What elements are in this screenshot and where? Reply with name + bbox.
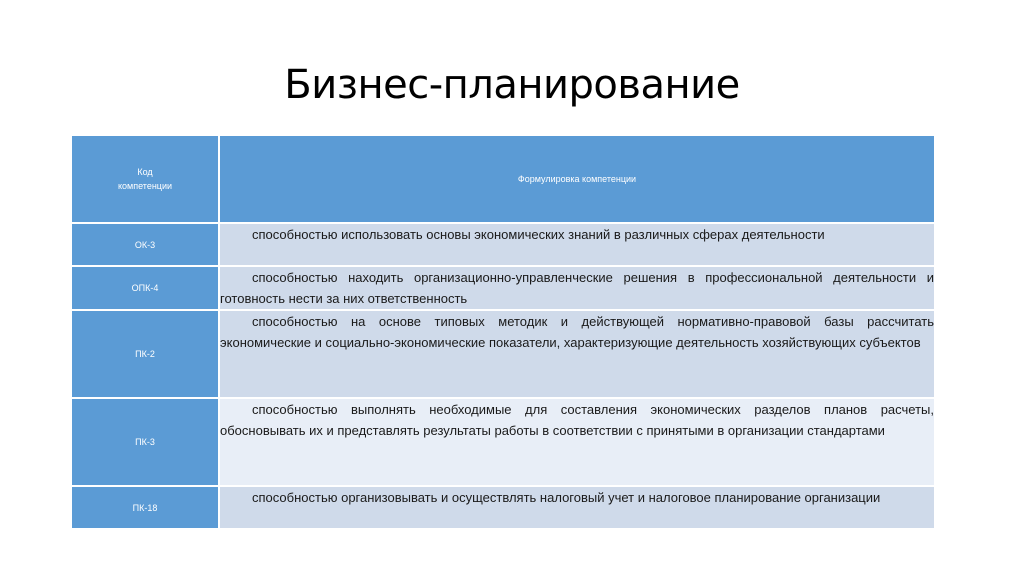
competence-code: ПК-3 xyxy=(71,398,219,486)
header-code xyxy=(71,135,219,223)
competence-code: ОПК-4 xyxy=(71,266,219,310)
table-row xyxy=(71,486,935,529)
table-header-row xyxy=(71,135,935,223)
slide-title: Бизнес-планирование xyxy=(284,62,740,108)
header-code-label: Код компетенции xyxy=(117,167,173,191)
competence-code: ПК-2 xyxy=(71,310,219,398)
competence-table xyxy=(70,134,936,530)
table-row xyxy=(71,223,935,266)
competence-text xyxy=(219,223,935,266)
competence-text-content: способностью на основе типовых методик и действующей нормативно-правовой базы рассчитать экономические и социально-экономические показатели, характеризующие деятельность хозяйствующих субъектов xyxy=(220,314,934,350)
table-row xyxy=(71,310,935,398)
competence-text xyxy=(219,398,935,486)
competence-text xyxy=(219,310,935,398)
competence-text-content: способностью выполнять необходимые для составления экономических разделов планов расчеты, обосновывать их и представлять результаты работы в соответствии с принятыми в организации стандартами xyxy=(220,402,934,438)
competence-text xyxy=(219,486,935,529)
table-row xyxy=(71,266,935,310)
table-row xyxy=(71,398,935,486)
competence-code: ОК-3 xyxy=(71,223,219,266)
header-text: Формулировка компетенции xyxy=(219,135,935,223)
competence-code: ПК-18 xyxy=(71,486,219,529)
competence-text-content: способностью находить организационно-управленческие решения в профессиональной деятельности и готовность нести за них ответственность xyxy=(220,270,934,306)
competence-text-content: способностью организовывать и осуществлять налоговый учет и налоговое планирование организации xyxy=(252,490,881,505)
competence-text-content: способностью использовать основы экономических знаний в различных сферах деятельности xyxy=(252,227,825,242)
competence-text xyxy=(219,266,935,310)
